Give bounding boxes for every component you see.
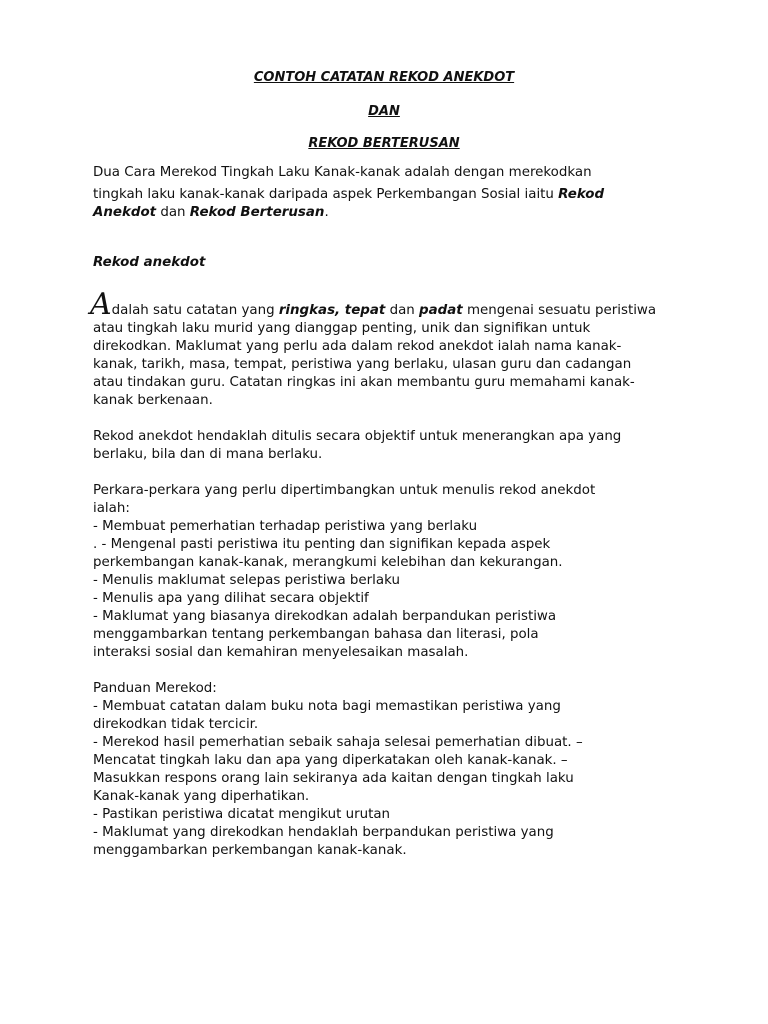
paragraph-line: ialah:	[93, 501, 130, 516]
paragraph-line: atau tindakan guru. Catatan ringkas ini akan membantu guru memahami kanak-	[93, 375, 635, 390]
intro-line: tingkah laku kanak-kanak daripada aspek Perkembangan Sosial iaitu Rekod	[93, 187, 605, 202]
list-item: - Membuat pemerhatian terhadap peristiwa yang berlaku	[93, 519, 478, 534]
list-item: Masukkan respons orang lain sekiranya ada kaitan dengan tingkah laku	[93, 771, 574, 786]
list-item: perkembangan kanak-kanak, merangkumi kelebihan dan kekurangan.	[93, 555, 563, 570]
dropcap-paragraph-first-line: Adalah satu catatan yang ringkas, tepat dan padat mengenai sesuatu peristiwa	[90, 287, 657, 322]
title-conjunction: DAN	[368, 104, 400, 119]
list-item: - Maklumat yang biasanya direkodkan adalah berpandukan peristiwa	[93, 609, 557, 624]
list-item: direkodkan tidak tercicir.	[93, 717, 259, 732]
list-item: Kanak-kanak yang diperhatikan.	[93, 789, 310, 804]
section-heading: Panduan Merekod:	[93, 681, 217, 696]
paragraph-line: berlaku, bila dan di mana berlaku.	[93, 447, 323, 462]
list-item: menggambarkan tentang perkembangan bahasa dan literasi, pola	[93, 627, 539, 642]
paragraph-line: Rekod anekdot hendaklah ditulis secara objektif untuk menerangkan apa yang	[93, 429, 622, 444]
list-item: - Menulis apa yang dilihat secara objektif	[93, 591, 369, 606]
document-subtitle: REKOD BERTERUSAN	[308, 136, 460, 151]
intro-line: Anekdot dan Rekod Berterusan.	[93, 205, 329, 220]
list-item: Mencatat tingkah laku dan apa yang diperkatakan oleh kanak-kanak. –	[93, 753, 568, 768]
document-title: CONTOH CATATAN REKOD ANEKDOT	[253, 70, 515, 85]
list-item: interaksi sosial dan kemahiran menyelesaikan masalah.	[93, 645, 469, 660]
drop-cap: A	[90, 287, 112, 322]
list-item: - Merekod hasil pemerhatian sebaik sahaja selesai pemerhatian dibuat. –	[93, 735, 583, 750]
paragraph-line: Perkara-perkara yang perlu dipertimbangkan untuk menulis rekod anekdot	[93, 483, 596, 498]
paragraph-line: direkodkan. Maklumat yang perlu ada dalam rekod anekdot ialah nama kanak-	[93, 339, 622, 354]
list-item: menggambarkan perkembangan kanak-kanak.	[93, 843, 407, 858]
list-item: . - Mengenal pasti peristiwa itu penting dan signifikan kepada aspek	[93, 537, 551, 552]
section-heading: Rekod anekdot	[93, 255, 206, 270]
paragraph-line: kanak, tarikh, masa, tempat, peristiwa yang berlaku, ulasan guru dan cadangan	[93, 357, 632, 372]
paragraph-line: atau tingkah laku murid yang dianggap penting, unik dan signifikan untuk	[93, 321, 591, 336]
intro-line: Dua Cara Merekod Tingkah Laku Kanak-kanak adalah dengan merekodkan	[93, 165, 592, 180]
list-item: - Maklumat yang direkodkan hendaklah berpandukan peristiwa yang	[93, 825, 554, 840]
list-item: - Membuat catatan dalam buku nota bagi memastikan peristiwa yang	[93, 699, 561, 714]
paragraph-line: kanak berkenaan.	[93, 393, 213, 408]
list-item: - Pastikan peristiwa dicatat mengikut urutan	[93, 807, 391, 822]
list-item: - Menulis maklumat selepas peristiwa berlaku	[93, 573, 400, 588]
